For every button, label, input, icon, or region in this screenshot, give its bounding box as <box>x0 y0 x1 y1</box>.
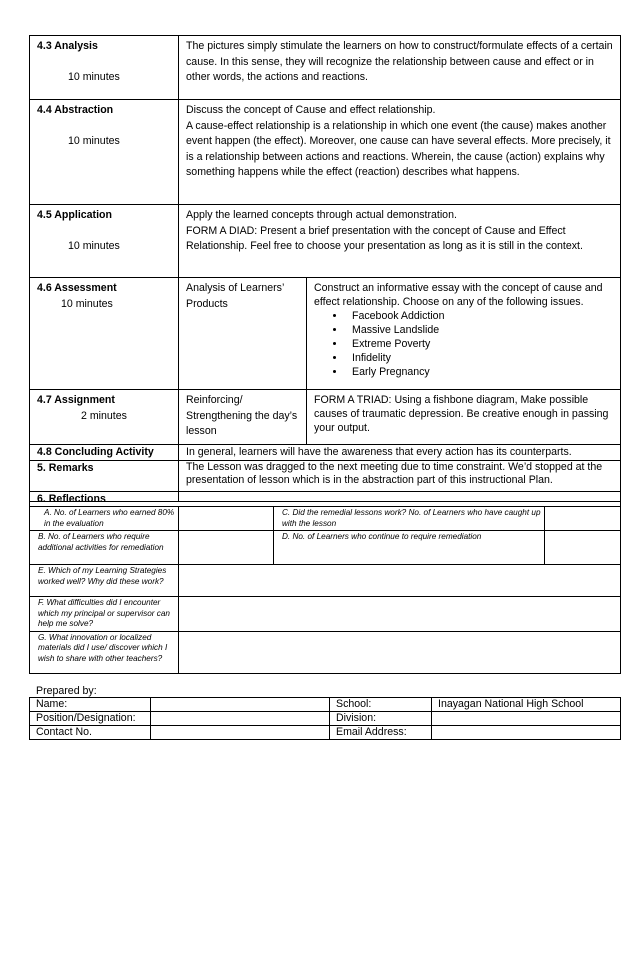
reflection-question-d: D. No. of Learners who continue to require remediation <box>274 531 545 565</box>
abstraction-label: 4.4 Abstraction <box>37 104 114 116</box>
reflection-answer-e <box>179 565 621 597</box>
application-row <box>30 205 621 278</box>
assessment-method: Analysis of Learners’ Products <box>186 282 284 310</box>
reflection-question-f: F. What difficulties did I encounter which my principal or supervisor can help me solve? <box>30 597 179 632</box>
issue-item: • Early Pregnancy <box>346 365 617 379</box>
assignment-content <box>307 390 621 445</box>
remarks-label: 5. Remarks <box>37 462 94 474</box>
issue-item: • Infidelity <box>346 351 617 365</box>
analysis-label-cell <box>30 36 179 100</box>
analysis-label: 4.3 Analysis <box>37 40 98 52</box>
reflection-answer-f <box>179 597 621 632</box>
assessment-text: Construct an informative essay with the concept of cause and effect relationship. Choose on any of the following issues. <box>314 282 603 308</box>
name-value <box>151 698 330 712</box>
abstraction-label-cell <box>30 100 179 205</box>
assignment-label-cell <box>30 390 179 445</box>
signature-row-2 <box>30 712 621 726</box>
concluding-label: 4.8 Concluding Activity <box>37 445 154 458</box>
application-line2: FORM A DIAD: Present a brief presentation with the concept of Cause and Effect Relationship. Feel free to choose your presentation as long as it is still in the context. <box>186 224 583 252</box>
signature-row-3 <box>30 726 621 740</box>
issues-list <box>314 309 617 379</box>
issue-item: • Massive Landslide <box>346 323 617 337</box>
analysis-row <box>30 36 621 100</box>
assessment-minutes: 10 minutes <box>61 297 113 310</box>
signature-row-1 <box>30 698 621 712</box>
division-label: Division: <box>330 712 432 726</box>
issue-item: • Facebook Addiction <box>346 309 617 323</box>
signature-table <box>29 697 621 740</box>
assignment-row <box>30 390 621 445</box>
reflections-title: 6. Reflections <box>30 492 621 507</box>
reflections-header-row <box>30 492 621 507</box>
assignment-minutes: 2 minutes <box>81 409 127 422</box>
reflection-question-e: E. Which of my Learning Strategies worked well? Why did these work? <box>30 565 179 597</box>
reflection-row-e <box>30 565 621 597</box>
position-value <box>151 712 330 726</box>
assessment-row <box>30 278 621 390</box>
assessment-method-cell <box>179 278 307 390</box>
remarks-text: The Lesson was dragged to the next meeting due to time constraint. We’d stopped at the presentation of lesson which is in the abstraction part of this instructional Plan. <box>186 461 603 486</box>
reflection-answer-b <box>179 531 274 565</box>
concluding-row <box>30 444 621 461</box>
reflection-answer-d <box>545 531 621 565</box>
assignment-text: FORM A TRIAD: Using a fishbone diagram, Make possible causes of traumatic depression. Be creative enough in passing your output. <box>314 394 609 434</box>
analysis-text: The pictures simply stimulate the learners on how to construct/formulate effects of a certain cause. In this sense, they will recognize the relationship between cause and effect or in other words, the actions and reactions. <box>186 40 613 83</box>
contact-value <box>151 726 330 740</box>
assessment-label-cell <box>30 278 179 390</box>
division-value <box>432 712 621 726</box>
application-line1: Apply the learned concepts through actual demonstration. <box>186 209 457 221</box>
school-value: Inayagan National High School <box>432 698 621 712</box>
application-content <box>179 205 621 278</box>
name-label: Name: <box>30 698 151 712</box>
reflection-row-ac <box>30 507 621 531</box>
reflection-row-bd <box>30 531 621 565</box>
prepared-by-label: Prepared by: <box>36 685 97 697</box>
abstraction-line2: A cause-effect relationship is a relationship in which one event (the cause) makes another event happen (the effect). Moreover, one cause can have several effects. More precisely, it is a relationship between actions and reactions. Wherein, the cause (action) explains why something happens while the effect (reaction) describes what happens. <box>186 119 611 178</box>
email-label: Email Address: <box>330 726 432 740</box>
reflection-question-c: C. Did the remedial lessons work? No. of Learners who have caught up with the lesson <box>274 507 545 531</box>
reflection-question-b: B. No. of Learners who require additional activities for remediation <box>30 531 179 565</box>
abstraction-content <box>179 100 621 205</box>
email-value <box>432 726 621 740</box>
concluding-text: In general, learners will have the awareness that every action has its counterparts. <box>186 445 572 458</box>
concluding-content <box>179 444 621 461</box>
abstraction-line1: Discuss the concept of Cause and effect relationship. <box>186 104 436 116</box>
reflection-answer-g <box>179 631 621 673</box>
assignment-method-cell <box>179 390 307 445</box>
assignment-method: Reinforcing/ Strengthening the day’s lesson <box>186 394 298 437</box>
abstraction-minutes: 10 minutes <box>68 134 120 147</box>
position-label: Position/Designation: <box>30 712 151 726</box>
reflection-row-f <box>30 597 621 632</box>
contact-label: Contact No. <box>30 726 151 740</box>
assessment-content <box>307 278 621 390</box>
abstraction-row <box>30 100 621 205</box>
analysis-minutes: 10 minutes <box>68 70 120 83</box>
school-label: School: <box>330 698 432 712</box>
reflections-table <box>29 491 621 674</box>
application-minutes: 10 minutes <box>68 239 120 252</box>
assessment-label: 4.6 Assessment <box>37 282 117 294</box>
reflection-answer-a <box>179 507 274 531</box>
analysis-content <box>179 36 621 100</box>
assignment-label: 4.7 Assignment <box>37 394 115 406</box>
reflection-question-g: G. What innovation or localized materials did I use/ discover which I wish to share with other teachers? <box>30 631 179 673</box>
reflection-row-g <box>30 631 621 673</box>
application-label: 4.5 Application <box>37 209 112 221</box>
lesson-procedure-table <box>29 35 621 502</box>
reflection-answer-c <box>545 507 621 531</box>
reflection-question-a: A. No. of Learners who earned 80% in the evaluation <box>30 507 179 531</box>
application-label-cell <box>30 205 179 278</box>
concluding-label-cell <box>30 444 179 461</box>
issue-item: • Extreme Poverty <box>346 337 617 351</box>
